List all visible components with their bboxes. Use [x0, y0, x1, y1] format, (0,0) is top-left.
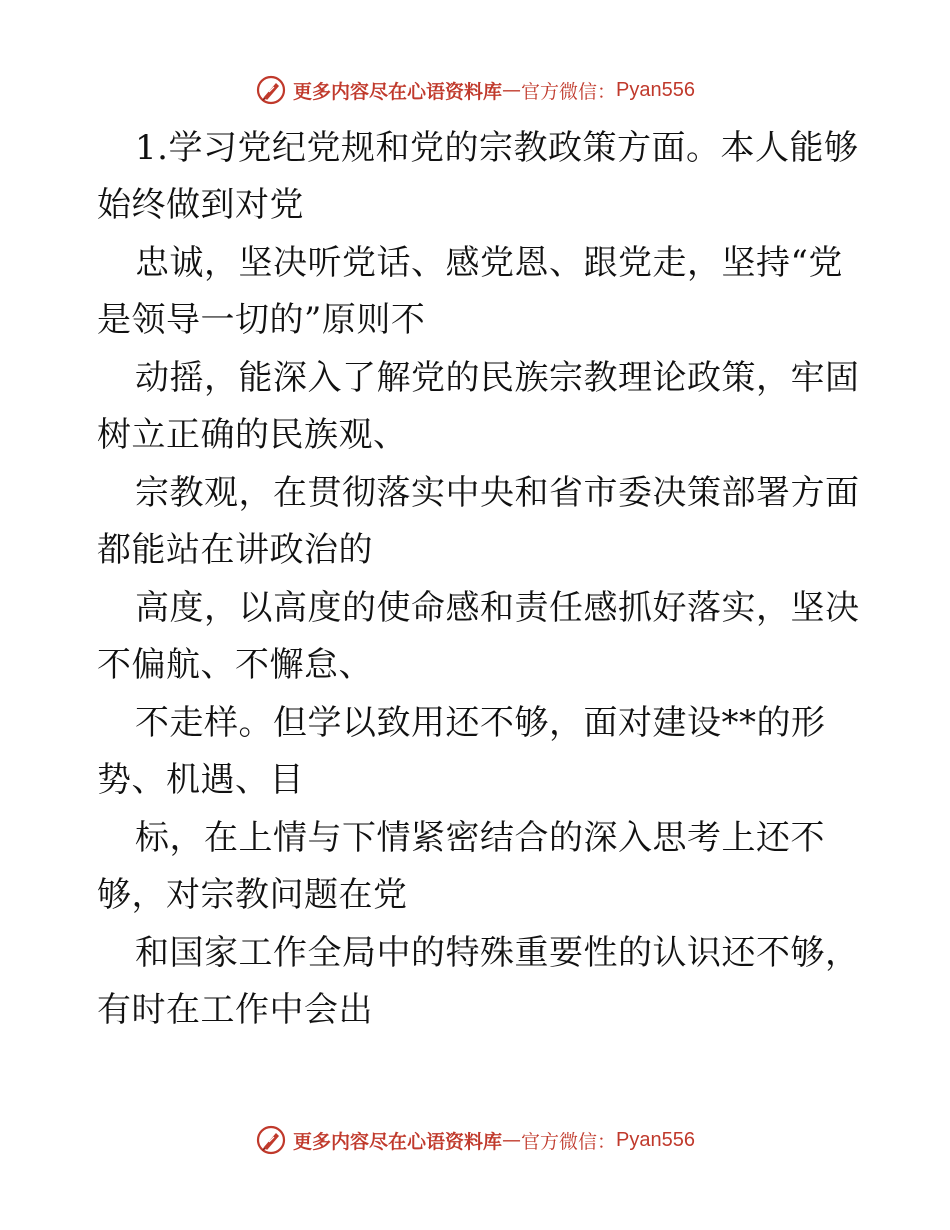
- footer-banner-separator: —: [502, 1129, 522, 1151]
- footer-banner-text: 更多内容尽在心语资料库: [293, 1130, 503, 1153]
- body-line: 忠诚，坚决听党话、感党恩、跟党走，坚持“党: [135, 243, 843, 283]
- body-line: 不走样。但学以致用还不够，面对建设**的形: [135, 703, 826, 743]
- body-line: 势、机遇、目: [97, 760, 304, 800]
- body-line: 宗教观，在贯彻落实中央和省市委决策部署方面: [135, 473, 860, 513]
- body-line: 高度，以高度的使命感和责任感抓好落实，坚决: [135, 588, 860, 628]
- header-wechat-id: Pyan556: [616, 78, 695, 101]
- header-banner: [0, 70, 950, 110]
- body-line: 和国家工作全局中的特殊重要性的认识还不够，: [135, 933, 860, 973]
- body-line: 够，对宗教问题在党: [97, 875, 408, 915]
- body-line: 树立正确的民族观、: [97, 415, 408, 455]
- body-line: 1.学习党纪党规和党的宗教政策方面。本人能够: [135, 128, 859, 168]
- header-banner-separator: —: [502, 79, 522, 101]
- quill-pen-logo-icon: [255, 1124, 287, 1156]
- body-line: 是领导一切的”原则不: [97, 300, 426, 340]
- body-line: 标，在上情与下情紧密结合的深入思考上还不: [135, 818, 825, 858]
- body-line: 有时在工作中会出: [97, 990, 373, 1030]
- body-line: 始终做到对党: [97, 185, 304, 225]
- quill-pen-logo-icon: [255, 74, 287, 106]
- footer-wechat-id: Pyan556: [616, 1128, 695, 1151]
- header-banner-text: 更多内容尽在心语资料库: [293, 80, 503, 103]
- body-line: 动摇，能深入了解党的民族宗教理论政策，牢固: [135, 358, 860, 398]
- body-line: 不偏航、不懈怠、: [97, 645, 373, 685]
- footer-banner: [0, 1120, 950, 1160]
- footer-wechat-label: 官方微信：: [521, 1130, 617, 1153]
- header-wechat-label: 官方微信：: [521, 80, 617, 103]
- body-line: 都能站在讲政治的: [97, 530, 373, 570]
